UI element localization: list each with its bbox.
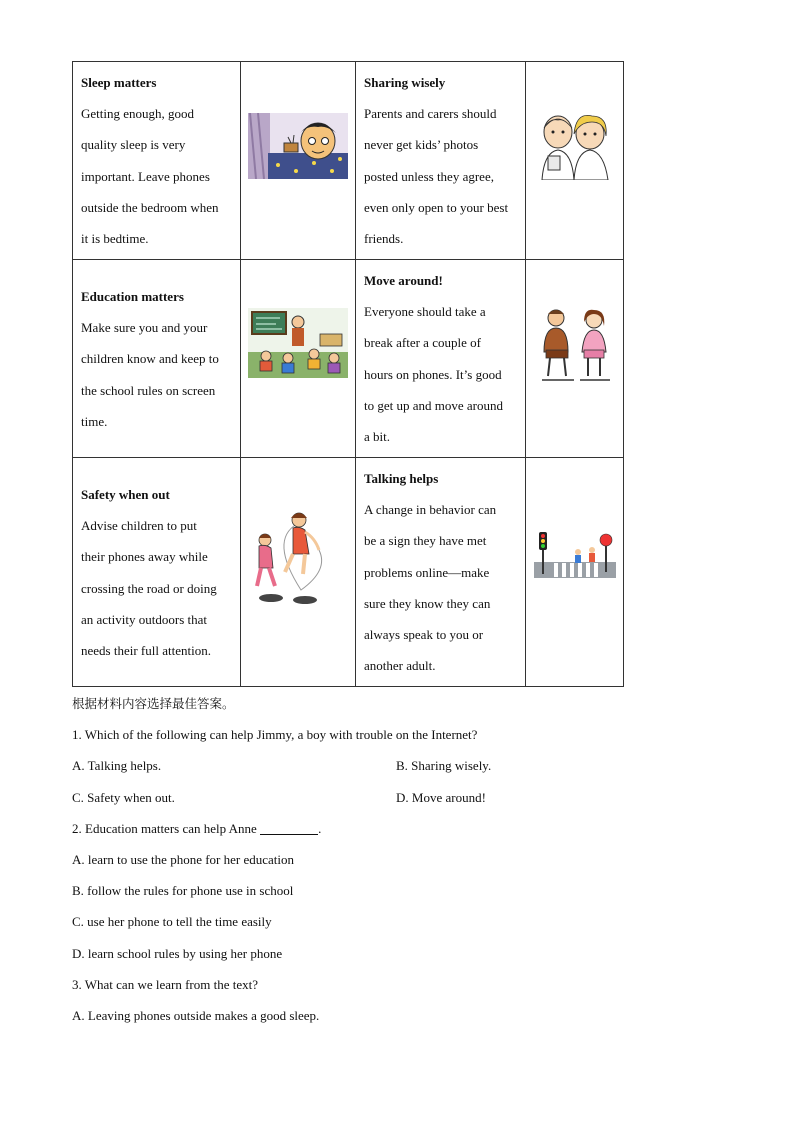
image-cell: [526, 62, 624, 260]
card-title: Sharing wisely: [364, 75, 446, 90]
card-sharing-wisely: Sharing wisely Parents and carers should never get kids’ photos posted unless they agree, even only open to your best friends.: [356, 62, 526, 260]
question-1-option-b: B. Sharing wisely.: [396, 758, 492, 773]
card-title: Move around!: [364, 273, 443, 288]
image-cell: [526, 458, 624, 687]
card-title: Talking helps: [364, 471, 439, 486]
question-1-option-d: D. Move around!: [396, 790, 486, 805]
question-2-option-b: B. follow the rules for phone use in school: [72, 883, 294, 898]
answer-blank: [260, 821, 318, 835]
card-title: Safety when out: [81, 487, 170, 502]
two-parents-icon: [534, 110, 616, 180]
question-2-option-a: A. learn to use the phone for her education: [72, 852, 295, 867]
tips-table: [72, 61, 624, 687]
card-education-matters: Education matters Make sure you and your children know and keep to the school rules on screen time.: [73, 260, 241, 458]
question-2-option-c: C. use her phone to tell the time easily: [72, 914, 272, 929]
table-row: [73, 260, 624, 458]
question-1-stem: 1. Which of the following can help Jimmy, a boy with trouble on the Internet?: [72, 727, 478, 742]
question-3-stem: 3. What can we learn from the text?: [72, 977, 259, 992]
table-row: [73, 458, 624, 687]
question-1-option-a: A. Talking helps.: [72, 758, 162, 773]
image-cell: [241, 458, 356, 687]
card-move-around: Move around! Everyone should take a break after a couple of hours on phones. It’s good to get up and move around a bit.: [356, 260, 526, 458]
question-3-option-a: A. Leaving phones outside makes a good sleep.: [72, 1008, 320, 1023]
image-cell: [526, 260, 624, 458]
skipping-rope-girls-icon: [249, 510, 339, 606]
two-people-talking-icon: [536, 306, 614, 382]
question-1-option-c: C. Safety when out.: [72, 790, 175, 805]
card-title: Education matters: [81, 289, 184, 304]
card-sleep-matters: Sleep matters Getting enough, good quality sleep is very important. Leave phones outside the bedroom when it is bedtime.: [73, 62, 241, 260]
card-talking-helps: Talking helps A change in behavior can be a sign they have met problems online—make sure they know they can always speak to you or another adult.: [356, 458, 526, 687]
question-2-option-d: D. learn school rules by using her phone: [72, 946, 283, 961]
card-title: Sleep matters: [81, 75, 157, 90]
image-cell: [241, 62, 356, 260]
card-safety-when-out: Safety when out Advise children to put their phones away while crossing the road or doing an activity outdoors that needs their full attention.: [73, 458, 241, 687]
question-2-line: [72, 820, 321, 838]
question-2-stem: 2. Education matters can help Anne: [72, 821, 257, 836]
classroom-teacher-icon: [248, 308, 348, 378]
table-row: [73, 62, 624, 260]
instruction-text: 根据材料内容选择最佳答案。: [72, 696, 235, 711]
road-crossing-icon: [534, 532, 616, 578]
question-2-stem-end: .: [318, 821, 322, 836]
sleeping-boy-with-phone-icon: [248, 113, 348, 179]
image-cell: [241, 260, 356, 458]
